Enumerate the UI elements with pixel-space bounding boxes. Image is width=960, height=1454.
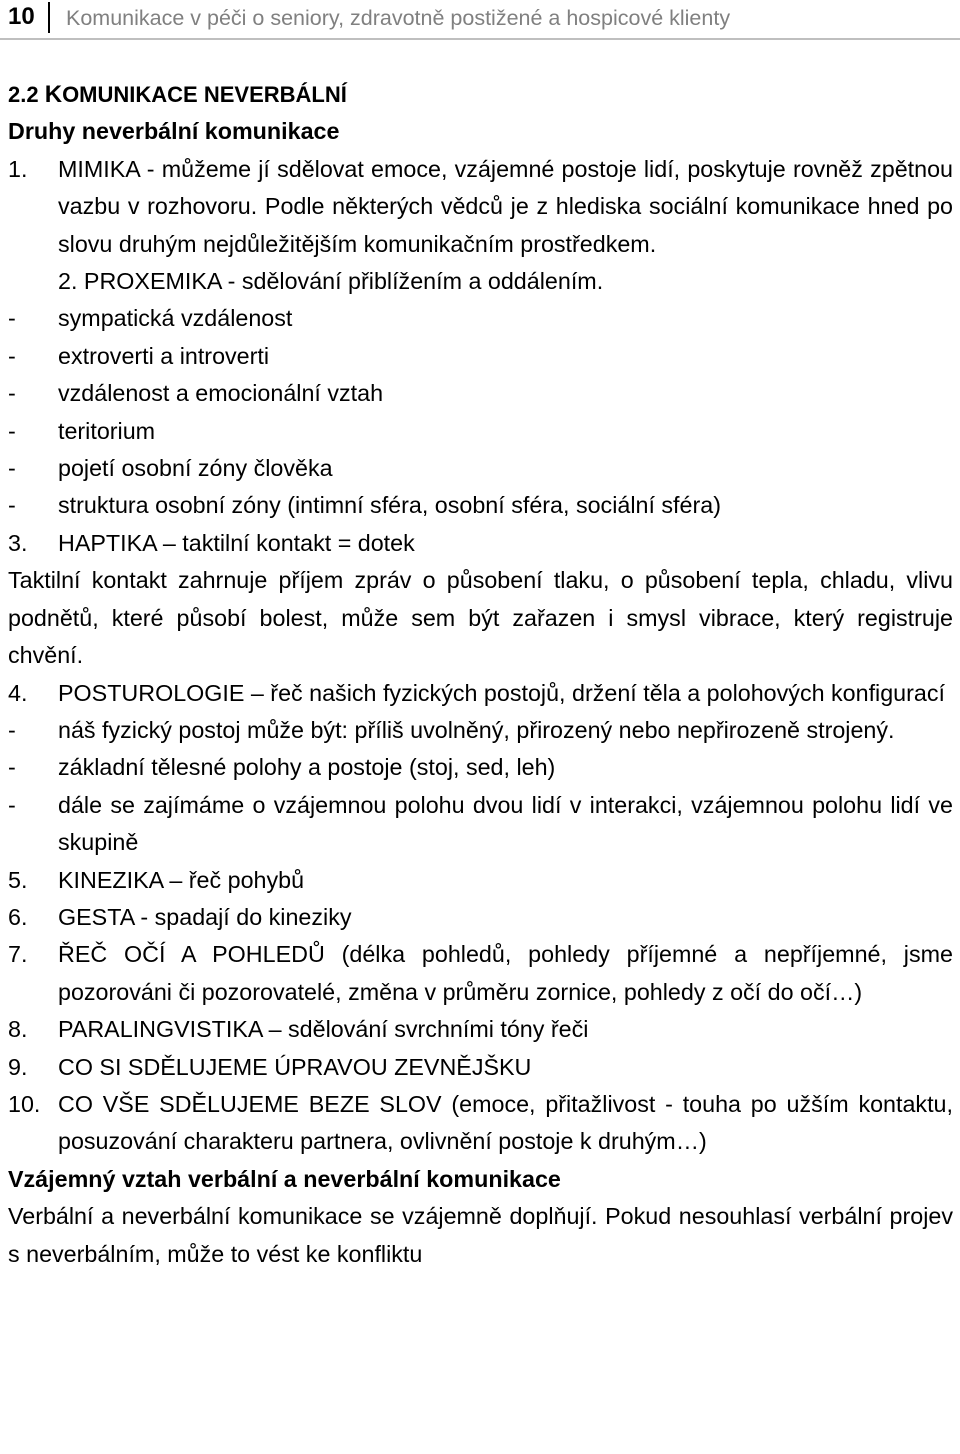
closing-paragraph: Verbální a neverbální komunikace se vzájemně doplňují. Pokud nesouhlasí verbální projev s neverbálním, může to vést ke konfliktu [8, 1203, 953, 1267]
bullet-text: základní tělesné polohy a postoje (stoj, sed, leh) [58, 754, 556, 781]
haptika-paragraph: Taktilní kontakt zahrnuje příjem zpráv o působení tlaku, o působení tepla, chladu, vlivu podnětů, které působí bolest, může sem být zařazen i smysl vibrace, který registruje chvění. [8, 567, 953, 669]
bullet-marker: - [8, 754, 16, 781]
bullet-marker: - [8, 380, 16, 407]
list-marker: 3. [8, 529, 28, 556]
list-text: MIMIKA - můžeme jí sdělovat emoce, vzájemné postoje lidí, poskytuje rovněž zpětnou vazbu v rozhovoru. Podle některých vědců je z hlediska sociální komunikace hned po slovu druhým nejdůležitějším komunikačním prostředkem. [58, 155, 953, 257]
subheading-types: Druhy neverbální komunikace [8, 118, 340, 145]
document-body [8, 76, 953, 1273]
bullet-text: vzdálenost a emocionální vztah [58, 380, 384, 407]
bullet-text: extroverti a introverti [58, 342, 270, 369]
list-marker: 1. [8, 155, 28, 182]
list-marker: 5. [8, 866, 28, 893]
bullet-item [8, 413, 953, 450]
subheading-relationship: Vzájemný vztah verbální a neverbální komunikace [8, 1165, 561, 1192]
list-item-zevnejsek [8, 1049, 953, 1086]
section-heading [8, 76, 953, 113]
list-item-rec-oci [8, 936, 953, 1011]
list-text: KINEZIKA – řeč pohybů [58, 866, 305, 893]
bullet-item [8, 375, 953, 412]
list-item-beze-slov [8, 1086, 953, 1161]
list-item-mimika [8, 151, 953, 263]
bullet-text: dále se zajímáme o vzájemnou polohu dvou lidí v interakci, vzájemnou polohu lidí ve skupině [58, 791, 953, 856]
bullet-item [8, 300, 953, 337]
list-text: ŘEČ OČÍ A POHLEDŮ (délka pohledů, pohledy příjemné a nepříjemné, jsme pozorováni či pozorovatelé, změna v průměru zornice, pohledy z očí do očí…) [58, 941, 953, 1005]
list-marker: 9. [8, 1053, 28, 1080]
list-marker: 7. [8, 941, 28, 968]
list-marker: 6. [8, 903, 28, 930]
list-item-kinezika [8, 862, 953, 899]
list-item-proxemika [8, 263, 953, 300]
list-marker [8, 263, 58, 300]
list-item-paralingvistika [8, 1011, 953, 1048]
bullet-marker: - [8, 342, 16, 369]
bullet-text: struktura osobní zóny (intimní sféra, osobní sféra, sociální sféra) [58, 492, 721, 519]
bullet-text: pojetí osobní zóny člověka [58, 455, 333, 482]
bullet-item [8, 787, 953, 862]
list-text: POSTUROLOGIE – řeč našich fyzických postojů, držení těla a polohových konfigurací [58, 679, 945, 706]
bullet-item [8, 487, 953, 524]
bullet-marker: - [8, 305, 16, 332]
list-item-gesta [8, 899, 953, 936]
page-number: 10 [8, 3, 35, 30]
bullet-marker: - [8, 716, 16, 743]
bullet-item [8, 338, 953, 375]
list-text: 2. PROXEMIKA - sdělování přiblížením a oddálením. [58, 268, 604, 295]
bullet-text: teritorium [58, 417, 156, 444]
bullet-marker: - [8, 417, 16, 444]
bullet-item [8, 749, 953, 786]
bullet-marker: - [8, 791, 16, 818]
page-header [0, 0, 960, 36]
bullet-text: sympatická vzdálenost [58, 305, 293, 332]
list-text: CO SI SDĚLUJEME ÚPRAVOU ZEVNĚJŠKU [58, 1053, 532, 1080]
section-title-rest: OMUNIKACE NEVERBÁLNÍ [62, 82, 347, 107]
list-text: CO VŠE SDĚLUJEME BEZE SLOV (emoce, přitažlivost - touha po užším kontaktu, posuzování charakteru partnera, ovlivnění postoje k druhým…) [58, 1090, 953, 1155]
list-marker: 10. [8, 1090, 41, 1117]
header-separator [48, 2, 50, 33]
list-text: HAPTIKA – taktilní kontakt = dotek [58, 529, 415, 556]
bullet-item [8, 450, 953, 487]
section-title-initial: K [44, 81, 63, 108]
list-text: PARALINGVISTIKA – sdělování svrchními tóny řeči [58, 1016, 589, 1043]
section-number: 2.2 [8, 82, 39, 107]
running-title: Komunikace v péči o seniory, zdravotně postižené a hospicové klienty [66, 6, 731, 30]
bullet-marker: - [8, 455, 16, 482]
bullet-marker: - [8, 492, 16, 519]
bullet-text: náš fyzický postoj může být: příliš uvolněný, přirozený nebo nepřirozeně strojený. [58, 716, 895, 743]
bullet-item [8, 712, 953, 749]
list-item-haptika [8, 525, 953, 562]
list-marker: 4. [8, 679, 28, 706]
list-item-posturologie [8, 675, 953, 712]
list-marker: 8. [8, 1016, 28, 1043]
list-text: GESTA - spadají do kineziky [58, 903, 352, 930]
header-rule [0, 38, 960, 40]
